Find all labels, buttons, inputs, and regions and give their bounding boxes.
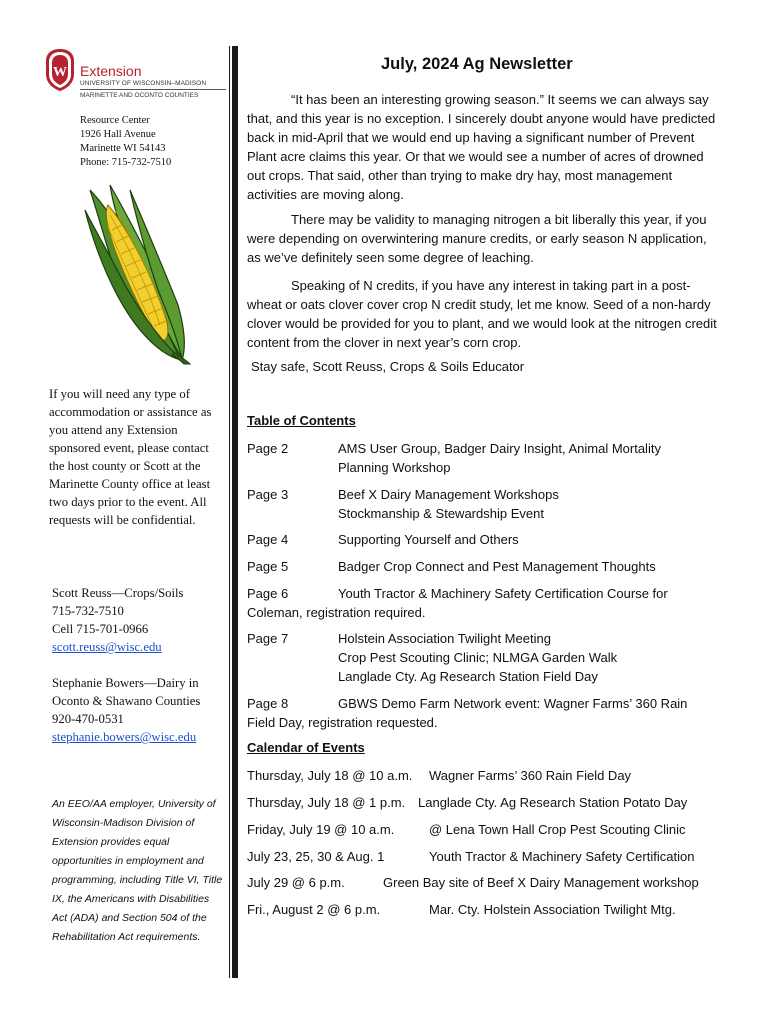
university-name: UNIVERSITY OF WISCONSIN–MADISON (80, 80, 207, 87)
toc-heading: Table of Contents (247, 413, 356, 428)
toc-page: Page 6 (247, 586, 289, 601)
paragraph (247, 90, 721, 204)
event-date: July 23, 25, 30 & Aug. 1 (247, 849, 385, 864)
contact-name: Scott Reuss—Crops/Soils (52, 586, 184, 600)
column-divider (232, 46, 238, 978)
eeo-statement: An EEO/AA employer, University of Wisconsin-Madison Division of Extension provides equal opportunities in employment and programming, including Title VI, Title IX, the Americans with Disabilities Act (ADA) and Section 504 of the Rehabilitation Act requirements. (52, 798, 223, 943)
toc-line: Supporting Yourself and Others (338, 532, 519, 547)
event-date: Thursday, July 18 @ 10 a.m. (247, 768, 413, 783)
contact-phone: 920-470-0531 (52, 712, 124, 726)
toc-desc (338, 485, 722, 523)
toc-line: Holstein Association Twilight Meeting (338, 631, 551, 646)
contact-email-link[interactable]: scott.reuss@wisc.edu (52, 640, 162, 654)
calendar-event (247, 793, 688, 812)
contact-phone: 715-732-7510 (52, 604, 124, 618)
accommodation-notice: If you will need any type of accommodation or assistance as you attend any Extension sponsored event, please contact the host county or Scott at the Marinette County office at least two days prior to the event. All requests will be confidential. (49, 387, 212, 527)
corn-cob-illustration (70, 180, 200, 365)
logo-rule (80, 89, 226, 90)
toc-line: Stockmanship & Stewardship Event (338, 506, 544, 521)
address-line: Marinette WI 54143 (80, 143, 166, 154)
address-line: Resource Center (80, 115, 150, 126)
event-title: Langlade Cty. Ag Research Station Potato Day (418, 795, 688, 810)
toc-line: AMS User Group, Badger Dairy Insight, Animal Mortality (338, 441, 661, 456)
toc-desc (338, 439, 722, 477)
toc-page: Page 3 (247, 487, 289, 502)
event-date: Fri., August 2 @ 6 p.m. (247, 902, 381, 917)
uw-crest-icon (44, 48, 76, 92)
county-name: MARINETTE AND OCONTO COUNTIES (80, 92, 199, 99)
toc-page: Page 2 (247, 441, 289, 456)
toc-line: Coleman, registration required. (247, 605, 426, 620)
event-title: Mar. Cty. Holstein Association Twilight Mtg. (429, 902, 676, 917)
address-line: 1926 Hall Avenue (80, 129, 156, 140)
event-title: Green Bay site of Beef X Dairy Management workshop (383, 875, 699, 890)
contact-region: Oconto & Shawano Counties (52, 694, 201, 708)
contact-list (52, 584, 200, 746)
event-title: Youth Tractor & Machinery Safety Certification (429, 849, 695, 864)
signoff: Stay safe, Scott Reuss, Crops & Soils Educator (251, 359, 525, 374)
calendar-event (247, 900, 676, 919)
toc-line: Planning Workshop (338, 460, 451, 475)
toc-line: Badger Crop Connect and Pest Management Thoughts (338, 559, 656, 574)
calendar-event (247, 847, 695, 866)
paragraph (247, 210, 721, 267)
paragraph (247, 276, 721, 352)
calendar-event (247, 820, 686, 839)
event-date: Friday, July 19 @ 10 a.m. (247, 822, 395, 837)
toc-page: Page 4 (247, 532, 289, 547)
toc-desc (338, 584, 722, 603)
address-phone: Phone: 715-732-7510 (80, 157, 172, 168)
toc-page: Page 7 (247, 631, 289, 646)
svg-text:W: W (53, 65, 67, 80)
contact-cell: Cell 715-701-0966 (52, 622, 149, 636)
toc-page: Page 5 (247, 559, 289, 574)
event-title: Wagner Farms’ 360 Rain Field Day (429, 768, 632, 783)
toc-line: Beef X Dairy Management Workshops (338, 487, 559, 502)
toc-page: Page 8 (247, 696, 289, 711)
extension-brand: Extension (80, 63, 142, 79)
toc-desc (338, 694, 722, 713)
calendar-heading: Calendar of Events (247, 740, 365, 755)
office-address (80, 114, 171, 170)
event-title: @ Lena Town Hall Crop Pest Scouting Clinic (429, 822, 686, 837)
toc-line: Crop Pest Scouting Clinic; NLMGA Garden Walk (338, 650, 618, 665)
newsletter-title: July, 2024 Ag Newsletter (381, 55, 573, 73)
toc-line: GBWS Demo Farm Network event: Wagner Farms’ 360 Rain (338, 696, 688, 711)
event-date: Thursday, July 18 @ 1 p.m. (247, 795, 406, 810)
calendar-event (247, 766, 632, 785)
column-divider-thin (229, 46, 230, 978)
event-date: July 29 @ 6 p.m. (247, 875, 345, 890)
contact-email-link[interactable]: stephanie.bowers@wisc.edu (52, 730, 197, 744)
paragraph-text: There may be validity to managing nitrogen a bit liberally this year, if you were depending on overwintering manure credits, or early season N application, as we’ve definitely seen some degree of leaching. (247, 212, 707, 265)
toc-line: Langlade Cty. Ag Research Station Field Day (338, 669, 598, 684)
toc-desc (338, 557, 722, 576)
toc-desc (338, 530, 722, 549)
calendar-event (247, 873, 699, 892)
extension-logo (44, 48, 244, 108)
spacer (52, 656, 200, 674)
toc-line: Youth Tractor & Machinery Safety Certification Course for (338, 586, 668, 601)
paragraph-text: Speaking of N credits, if you have any interest in taking part in a post-wheat or oats clover cover crop N credit study, let me know. Seed of a non-hardy clover would be provided for you to plant, and we would look at the nitrogen credit content from the clover in next year’s corn crop. (247, 278, 717, 350)
contact-name: Stephanie Bowers—Dairy in (52, 676, 199, 690)
paragraph-text: “It has been an interesting growing season.” It seems we can always say that, and this year is no exception. I sincerely doubt anyone would have predicted back in mid-April that we would end up having a significant number of Prevent Plant acre claims this year. Or that we would see a number of acres of drowned out crops. That said, other than trying to make dry hay, most management activities are moving along. (247, 92, 716, 202)
toc-line: Field Day, registration requested. (247, 715, 438, 730)
toc-desc (338, 629, 722, 686)
